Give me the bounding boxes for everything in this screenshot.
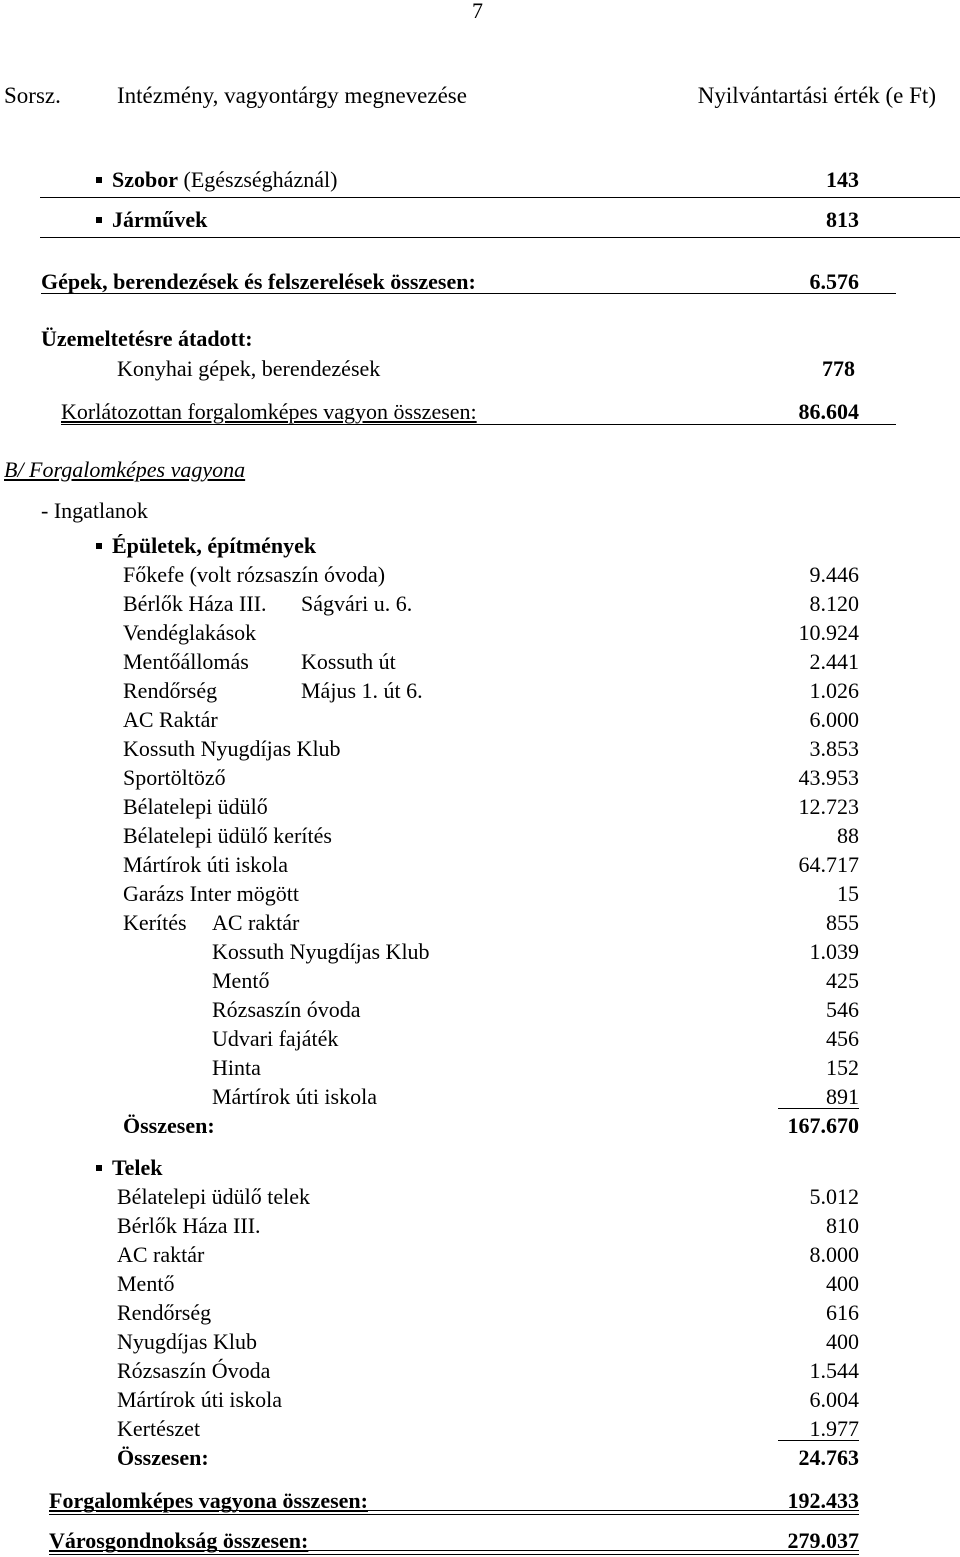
page-number: 7 bbox=[472, 0, 483, 23]
varosgondnoksag-total-value: 279.037 bbox=[787, 1528, 859, 1553]
header-sorsz: Sorsz. bbox=[4, 83, 61, 108]
bullet-icon bbox=[96, 543, 102, 549]
telek-row-value: 810 bbox=[826, 1213, 859, 1238]
epuletek-total-value: 167.670 bbox=[787, 1113, 859, 1138]
kerites-row-label: Rózsaszín óvoda bbox=[212, 997, 361, 1022]
kerites-row-value: 425 bbox=[826, 968, 859, 993]
telek-row-label: Mártírok úti iskola bbox=[117, 1387, 282, 1412]
kerites-row-value: 546 bbox=[826, 997, 859, 1022]
telek-row-label: Rendőrség bbox=[117, 1300, 212, 1325]
separator-line bbox=[40, 197, 960, 198]
epulet-row-value: 2.441 bbox=[809, 649, 859, 674]
kerites-row-label: Mártírok úti iskola bbox=[212, 1084, 377, 1109]
separator-line bbox=[40, 237, 960, 238]
total-underline bbox=[41, 293, 896, 294]
epulet-row-value: 9.446 bbox=[809, 562, 859, 587]
total-underline bbox=[61, 424, 896, 425]
epulet-row-label: AC Raktár bbox=[123, 707, 218, 732]
epulet-row-value: 8.120 bbox=[809, 591, 859, 616]
epulet-row-value: 12.723 bbox=[798, 794, 859, 819]
telek-row-value: 1.544 bbox=[809, 1358, 859, 1383]
epulet-row-value: 10.924 bbox=[798, 620, 859, 645]
varosgondnoksag-total-label: Városgondnokság összesen: bbox=[49, 1528, 309, 1553]
bullet-icon bbox=[96, 1165, 102, 1171]
kerites-row-label: Hinta bbox=[212, 1055, 261, 1080]
item-jarmuvek bbox=[96, 209, 207, 231]
header-megnevezes: Intézmény, vagyontárgy megnevezése bbox=[117, 83, 467, 108]
telek-total-value: 24.763 bbox=[798, 1445, 859, 1470]
bullet-icon bbox=[96, 217, 102, 223]
telek-row-label: AC raktár bbox=[117, 1242, 205, 1267]
epulet-row-label: Kossuth Nyugdíjas Klub bbox=[123, 736, 341, 761]
kerites-row-value: 1.039 bbox=[809, 939, 859, 964]
telek-row-value: 1.977 bbox=[809, 1416, 859, 1441]
double-underline bbox=[49, 1510, 859, 1515]
subtotal-underline bbox=[778, 1440, 859, 1441]
forgalomkepes-total-value: 192.433 bbox=[787, 1488, 859, 1513]
epulet-row-label: Vendéglakások bbox=[123, 620, 257, 645]
item-szobor bbox=[96, 169, 337, 191]
epuletek-title bbox=[96, 535, 316, 557]
epulet-row-label: Sportöltöző bbox=[123, 765, 226, 790]
telek-row-label: Nyugdíjas Klub bbox=[117, 1329, 257, 1354]
epulet-row-value: 64.717 bbox=[798, 852, 859, 877]
epuletek-total-label: Összesen: bbox=[123, 1113, 215, 1138]
section-b-title: B/ Forgalomképes vagyona bbox=[4, 457, 246, 482]
bullet-icon bbox=[96, 177, 102, 183]
kerites-row-value: 855 bbox=[826, 910, 859, 935]
epulet-row-label: Bélatelepi üdülő bbox=[123, 794, 268, 819]
telek-row-label: Rózsaszín Óvoda bbox=[117, 1358, 271, 1383]
epulet-row-value: 3.853 bbox=[809, 736, 859, 761]
telek-row-label: Mentő bbox=[117, 1271, 175, 1296]
ingatlanok-title: - Ingatlanok bbox=[41, 498, 148, 523]
uzemeltetes-item-value: 778 bbox=[822, 356, 855, 381]
telek-row-label: Kertészet bbox=[117, 1416, 201, 1441]
telek-row-value: 5.012 bbox=[809, 1184, 859, 1209]
epulet-row-label: Mártírok úti iskola bbox=[123, 852, 288, 877]
telek-row-value: 8.000 bbox=[809, 1242, 859, 1267]
korlatozott-total-label: Korlátozottan forgalomképes vagyon összesen: bbox=[61, 399, 477, 424]
kerites-row-value: 152 bbox=[826, 1055, 859, 1080]
gepek-total-label: Gépek, berendezések és felszerelések összesen: bbox=[41, 269, 476, 294]
item-label-rest: (Egészségháznál) bbox=[178, 167, 338, 192]
epulet-row-label: Főkefe (volt rózsaszín óvoda) bbox=[123, 562, 386, 587]
telek-row-value: 6.004 bbox=[809, 1387, 859, 1412]
kerites-row-label: Mentő bbox=[212, 968, 270, 993]
epulet-row-label: Mentőállomás bbox=[123, 649, 249, 674]
telek-title bbox=[96, 1157, 163, 1179]
telek-row-label: Bélatelepi üdülő telek bbox=[117, 1184, 311, 1209]
uzemeltetes-title: Üzemeltetésre átadott: bbox=[41, 326, 253, 351]
kerites-row-label: Kossuth Nyugdíjas Klub bbox=[212, 939, 430, 964]
korlatozott-total-value: 86.604 bbox=[798, 399, 859, 424]
header-ertek: Nyilvántartási érték (e Ft) bbox=[697, 83, 936, 108]
epulet-row-label: Bélatelepi üdülő kerítés bbox=[123, 823, 332, 848]
uzemeltetes-item-label: Konyhai gépek, berendezések bbox=[117, 356, 381, 381]
epulet-row-label: Garázs Inter mögött bbox=[123, 881, 299, 906]
telek-row-value: 616 bbox=[826, 1300, 859, 1325]
epulet-row-value: 43.953 bbox=[798, 765, 859, 790]
telek-total-label: Összesen: bbox=[117, 1445, 209, 1470]
telek-title-text: Telek bbox=[112, 1155, 163, 1180]
item-label-bold: Szobor bbox=[112, 167, 178, 192]
epulet-row-value: 88 bbox=[837, 823, 859, 848]
epulet-row-value: 1.026 bbox=[809, 678, 859, 703]
item-label-bold: Járművek bbox=[112, 207, 208, 232]
epuletek-title-text: Épületek, építmények bbox=[112, 533, 317, 558]
kerites-row-value: 456 bbox=[826, 1026, 859, 1051]
epulet-row-label: Rendőrség bbox=[123, 678, 218, 703]
telek-row-label: Bérlők Háza III. bbox=[117, 1213, 261, 1238]
forgalomkepes-total-label: Forgalomképes vagyona összesen: bbox=[49, 1488, 368, 1513]
item-value: 143 bbox=[826, 167, 859, 192]
kerites-row-value: 891 bbox=[826, 1084, 859, 1109]
epulet-row-label: Bérlők Háza III. bbox=[123, 591, 267, 616]
kerites-row-label: Udvari fajáték bbox=[212, 1026, 339, 1051]
epulet-row-value: 6.000 bbox=[809, 707, 859, 732]
double-underline bbox=[49, 1550, 859, 1555]
epulet-row-value: 15 bbox=[837, 881, 859, 906]
item-value: 813 bbox=[826, 207, 859, 232]
gepek-total-value: 6.576 bbox=[809, 269, 859, 294]
epulet-row-address: Ságvári u. 6. bbox=[301, 591, 413, 616]
telek-row-value: 400 bbox=[826, 1329, 859, 1354]
epulet-row-address: Kossuth út bbox=[301, 649, 396, 674]
kerites-row-label: AC raktár bbox=[212, 910, 300, 935]
kerites-label: Kerítés bbox=[123, 910, 187, 935]
subtotal-underline bbox=[778, 1108, 859, 1109]
epulet-row-address: Május 1. út 6. bbox=[301, 678, 423, 703]
telek-row-value: 400 bbox=[826, 1271, 859, 1296]
